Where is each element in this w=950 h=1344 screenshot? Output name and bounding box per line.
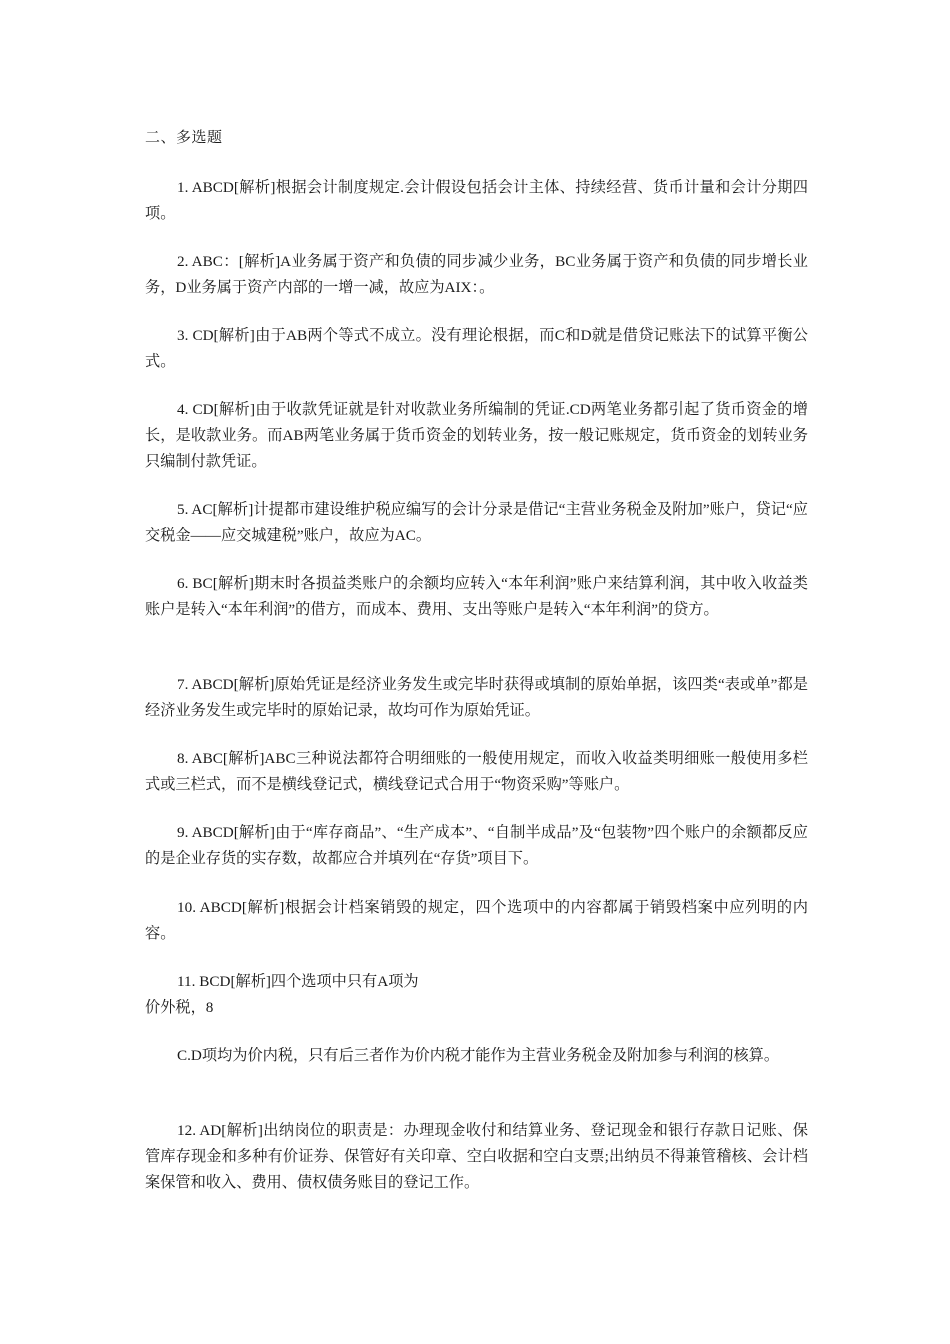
- answer-paragraph-3: 3. CD[解析]由于AB两个等式不成立。没有理论根据，而C和D就是借贷记账法下的试算平衡公式。: [145, 327, 808, 370]
- answer-paragraph-11: 11. BCD[解析]四个选项中只有A项为: [177, 973, 419, 990]
- answer-paragraph-10: 10. ABCD[解析]根据会计档案销毁的规定，四个选项中的内容都属于销毁档案中应列明的内容。: [145, 899, 808, 942]
- answer-paragraph-1: 1. ABCD[解析]根据会计制度规定.会计假设包括会计主体、持续经营、货币计量和会计分期四项。: [145, 179, 808, 222]
- answer-paragraph-11-continuation: 价外税，8: [145, 999, 214, 1016]
- answer-paragraph-9: 9. ABCD[解析]由于“库存商品”、“生产成本”、“自制半成品”及“包装物”四个账户的余额都反应的是企业存货的实存数，故都应合并填列在“存货”项目下。: [145, 824, 808, 867]
- section-heading: 二、多选题: [145, 130, 223, 146]
- answer-paragraph-6: 6. BC[解析]期末时各损益类账户的余额均应转入“本年利润”账户来结算利润，其中收入收益类账户是转入“本年利润”的借方，而成本、费用、支出等账户是转入“本年利润”的贷方。: [145, 575, 808, 618]
- answer-paragraph-11-note: C.D项均为价内税，只有后三者作为价内税才能作为主营业务税金及附加参与利润的核算。: [177, 1047, 780, 1064]
- answer-paragraph-8: 8. ABC[解析]ABC三种说法都符合明细账的一般使用规定，而收入收益类明细账一般使用多栏式或三栏式，而不是横线登记式，横线登记式合用于“物资采购”等账户。: [145, 750, 808, 793]
- answer-paragraph-12: 12. AD[解析]出纳岗位的职责是：办理现金收付和结算业务、登记现金和银行存款日记账、保管库存现金和多种有价证券、保管好有关印章、空白收据和空白支票;出纳员不得兼管稽核、会计档案保管和收入、费用、债权债务账目的登记工作。: [145, 1122, 808, 1191]
- answer-paragraph-2: 2. ABC：[解析]A业务属于资产和负债的同步减少业务，BC业务属于资产和负债的同步增长业务，D业务属于资产内部的一增一减，故应为AIX：。: [145, 253, 808, 296]
- answer-paragraph-7: 7. ABCD[解析]原始凭证是经济业务发生或完毕时获得或填制的原始单据，该四类“表或单”都是经济业务发生或完毕时的原始记录，故均可作为原始凭证。: [145, 676, 808, 719]
- answer-paragraph-5: 5. AC[解析]计提都市建设维护税应编写的会计分录是借记“主营业务税金及附加”账户，贷记“应交税金——应交城建税”账户，故应为AC。: [145, 501, 808, 544]
- answer-paragraph-4: 4. CD[解析]由于收款凭证就是针对收款业务所编制的凭证.CD两笔业务都引起了货币资金的增长，是收款业务。而AB两笔业务属于货币资金的划转业务，按一般记账规定，货币资金的划转业务只编制付款凭证。: [145, 401, 808, 470]
